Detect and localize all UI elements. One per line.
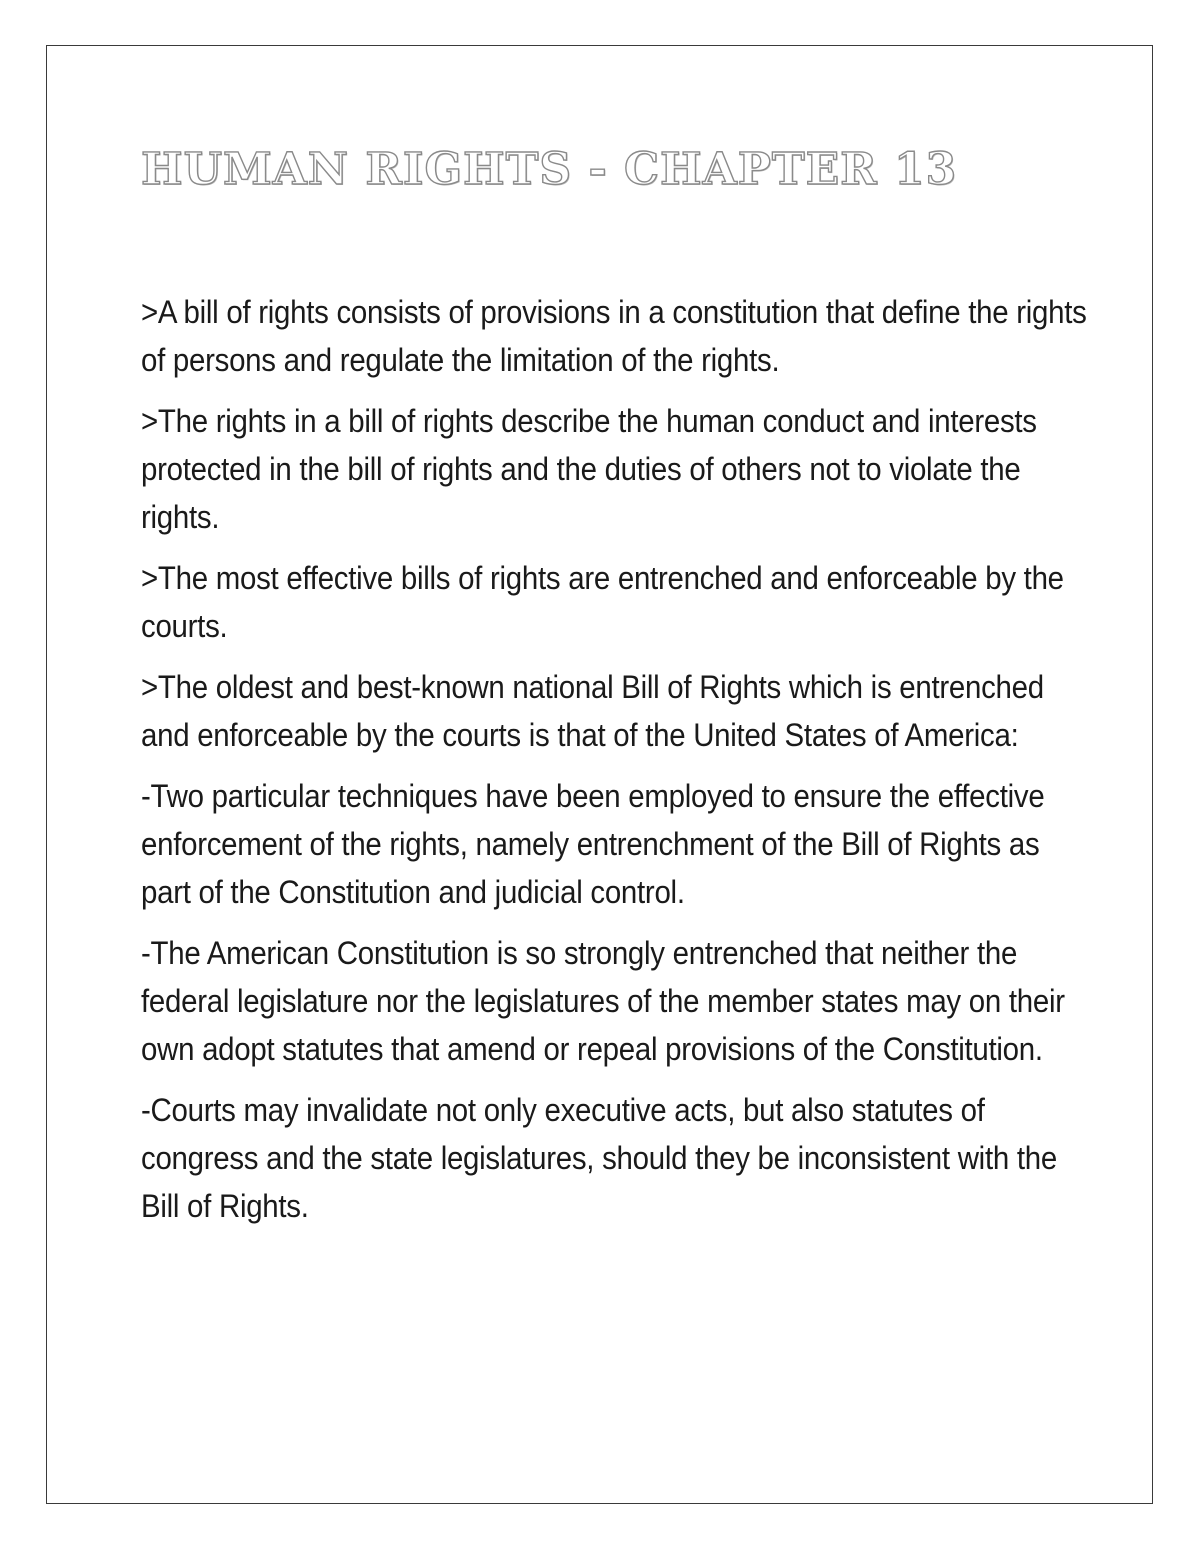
paragraph-courts-invalidate: -Courts may invalidate not only executive acts, but also statutes of congress and the state legislatures, should they be inconsistent with the Bill of Rights.	[141, 1092, 1057, 1224]
document-title: HUMAN RIGHTS - CHAPTER 13	[141, 144, 958, 195]
paragraph-bill-of-rights-definition: >A bill of rights consists of provisions in a constitution that define the rights of persons and regulate the limitation of the rights.	[141, 294, 1087, 378]
page-frame	[46, 45, 1153, 1504]
paragraph-american-constitution: -The American Constitution is so strongly entrenched that neither the federal legislature nor the legislatures of the member states may on their own adopt statutes that amend or repeal provisions of the Constitution.	[141, 935, 1065, 1067]
document-body	[141, 288, 1087, 1243]
paragraph-oldest-bill: >The oldest and best-known national Bill of Rights which is entrenched and enforceable by the courts is that of the United States of America:	[141, 669, 1044, 753]
paragraph-rights-description: >The rights in a bill of rights describe the human conduct and interests protected in the bill of rights and the duties of others not to violate the rights.	[141, 403, 1037, 535]
paragraph-two-techniques: -Two particular techniques have been employed to ensure the effective enforcement of the rights, namely entrenchment of the Bill of Rights as part of the Constitution and judicial control.	[141, 778, 1045, 910]
paragraph-most-effective: >The most effective bills of rights are entrenched and enforceable by the courts.	[141, 560, 1064, 644]
